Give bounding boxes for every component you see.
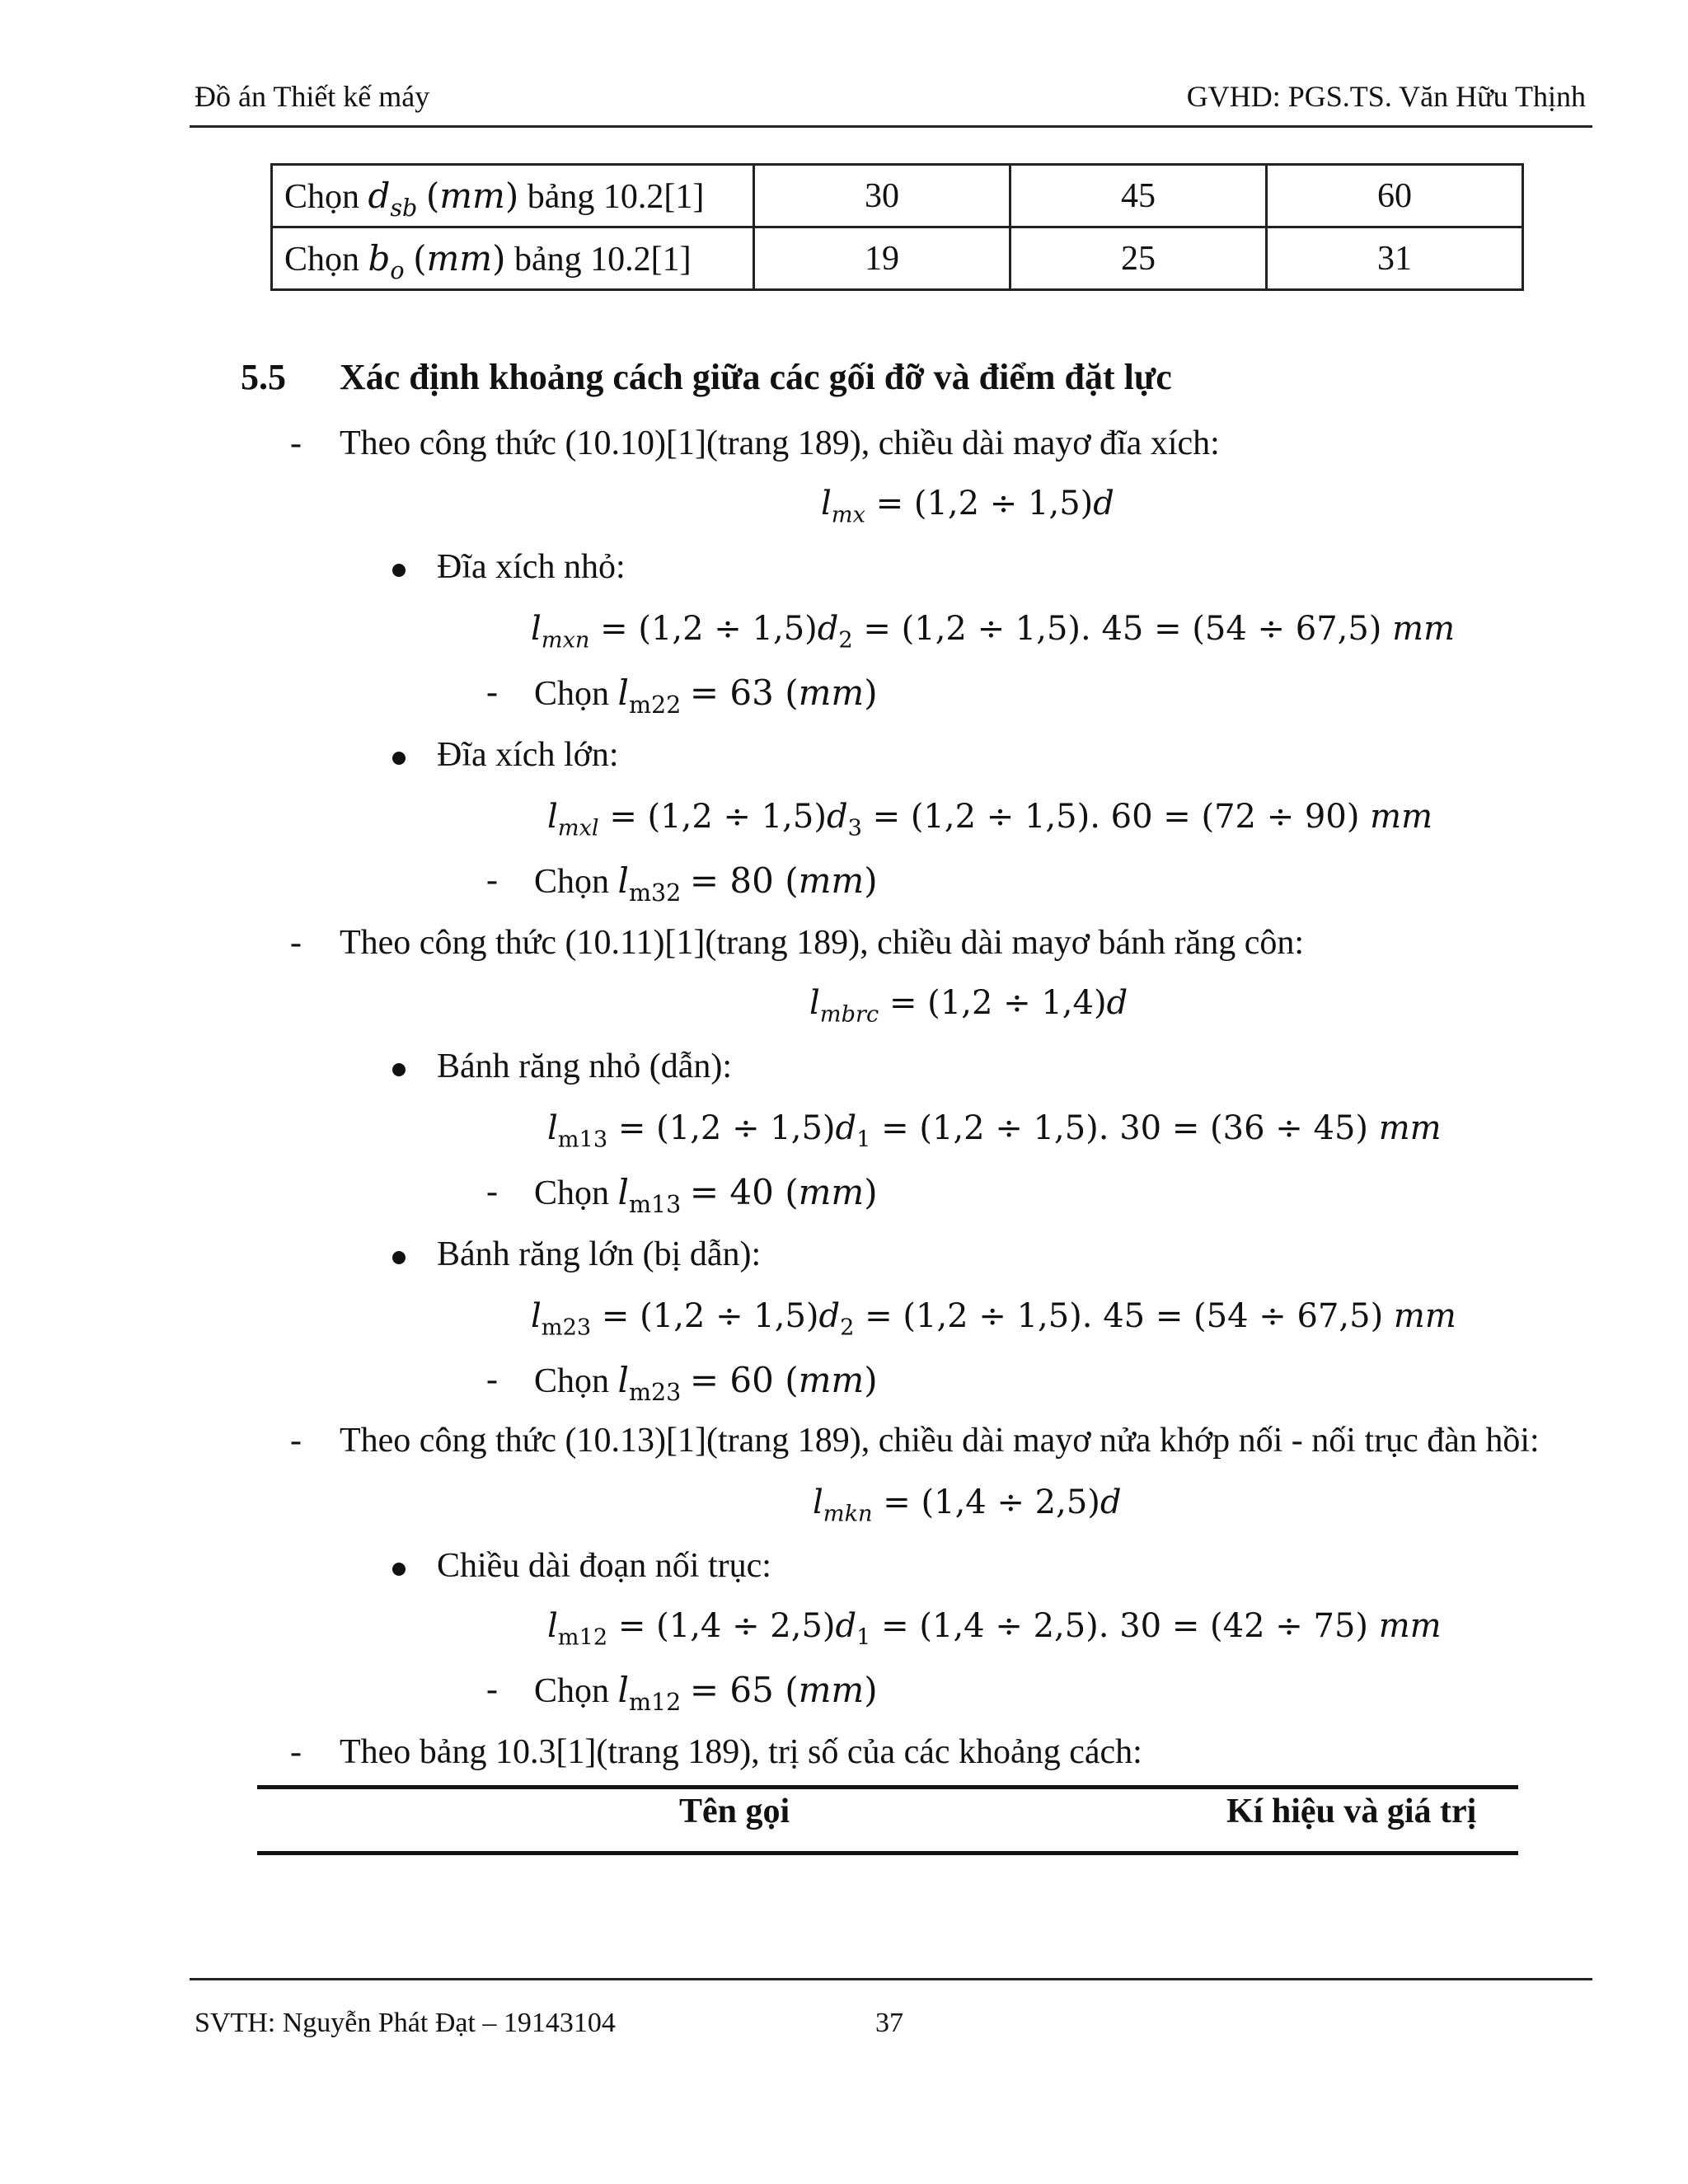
formula-1010-text: Theo công thức (10.10)[1](trang 189), chiều dài mayơ đĩa xích: xyxy=(340,424,1220,462)
table-top-rule xyxy=(257,1785,1518,1789)
dash-marker: - xyxy=(486,1671,498,1708)
coupling-length-label: Chiều dài đoạn nối trục: xyxy=(437,1547,771,1585)
bullet-icon xyxy=(392,1063,406,1076)
equation-lm13: $l_{m13} = (1,2 \div 1,5)d_1 = (1,2 \div 1,5)$. 30 = (36 ÷ 45) mm xyxy=(547,1109,1442,1153)
choose-lm23: Chọn $l_{m23} = 60$ (mm) xyxy=(534,1360,878,1406)
table-cell-label: Chọn $b_o$ (mm) bảng 10.2[1] xyxy=(272,227,754,290)
choose-lm22: Chọn $l_{m22} = 63$ (mm) xyxy=(534,673,878,719)
col-header-name: Tên gọi xyxy=(679,1793,790,1830)
table-cell: 30 xyxy=(754,165,1010,227)
table-header-rule xyxy=(257,1851,1518,1855)
bullet-icon xyxy=(392,1251,406,1264)
dash-marker: - xyxy=(486,673,498,711)
large-sprocket-label: Đĩa xích lớn: xyxy=(437,736,619,774)
bullet-icon xyxy=(392,564,406,577)
dash-marker: - xyxy=(486,1173,498,1211)
table-cell: 25 xyxy=(1010,227,1267,290)
formula-1013-text: Theo công thức (10.13)[1](trang 189), chiều dài mayơ nửa khớp nối - nối trục đàn hồi: xyxy=(340,1422,1540,1460)
table-row xyxy=(272,227,1523,290)
section-title: Xác định khoảng cách giữa các gối đỡ và điểm đặt lực xyxy=(340,357,1172,397)
large-gear-label: Bánh răng lớn (bị dẫn): xyxy=(437,1235,762,1273)
bullet-icon xyxy=(392,1563,406,1576)
dash-marker: - xyxy=(290,1733,302,1771)
dash-marker: - xyxy=(290,1422,302,1460)
header-right: GVHD: PGS.TS. Văn Hữu Thịnh xyxy=(1186,80,1586,113)
equation-lmx: $l_{mx} = (1,2 \div 1,5)d$ xyxy=(821,485,1114,528)
header-left: Đồ án Thiết kế máy xyxy=(195,80,430,113)
small-gear-label: Bánh răng nhỏ (dẫn): xyxy=(437,1047,733,1085)
footer-rule xyxy=(190,1978,1592,1980)
small-sprocket-label: Đĩa xích nhỏ: xyxy=(437,548,626,586)
choose-lm13: Chọn $l_{m13} = 40$ (mm) xyxy=(534,1172,878,1218)
col-header-symbol: Kí hiệu và giá trị xyxy=(1226,1793,1477,1830)
page-number: 37 xyxy=(875,2008,903,2038)
shaft-diameter-table xyxy=(270,163,1524,291)
table-cell-label: Chọn $d_{sb}$ (mm) bảng 10.2[1] xyxy=(272,165,754,227)
equation-lmxn: $l_{mxn} = (1,2 \div 1,5)d_2 = (1,2 \div 1,5)$. 45 = (54 ÷ 67,5) mm xyxy=(531,610,1455,654)
table-row xyxy=(272,165,1523,227)
table-103-text: Theo bảng 10.3[1](trang 189), trị số của các khoảng cách: xyxy=(340,1733,1142,1771)
equation-lm12: $l_{m12} = (1,4 \div 2,5)d_1 = (1,4 \div 2,5)$. 30 = (42 ÷ 75) mm xyxy=(547,1607,1442,1651)
dash-marker: - xyxy=(486,1361,498,1399)
bullet-icon xyxy=(392,752,406,765)
header-rule xyxy=(190,125,1592,128)
table-cell: 31 xyxy=(1267,227,1523,290)
table-cell: 45 xyxy=(1010,165,1267,227)
footer-student: SVTH: Nguyễn Phát Đạt – 19143104 xyxy=(195,2008,616,2038)
choose-lm32: Chọn $l_{m32} = 80$ (mm) xyxy=(534,860,878,907)
choose-lm12: Chọn $l_{m12} = 65$ (mm) xyxy=(534,1670,878,1716)
equation-lmkn: $l_{mkn} = (1,4 \div 2,5)d$ xyxy=(813,1483,1122,1527)
equation-lmxl: $l_{mxl} = (1,2 \div 1,5)d_3 = (1,2 \div 1,5)$. 60 = (72 ÷ 90) mm xyxy=(547,798,1433,841)
dash-marker: - xyxy=(486,861,498,899)
table-cell: 60 xyxy=(1267,165,1523,227)
section-number: 5.5 xyxy=(241,357,286,397)
dash-marker: - xyxy=(290,424,302,462)
dash-marker: - xyxy=(290,924,302,962)
formula-1011-text: Theo công thức (10.11)[1](trang 189), chiều dài mayơ bánh răng côn: xyxy=(340,924,1305,962)
equation-lm23: $l_{m23} = (1,2 \div 1,5)d_2 = (1,2 \div 1,5)$. 45 = (54 ÷ 67,5) mm xyxy=(531,1297,1456,1341)
equation-lmbrc: $l_{mbrc} = (1,2 \div 1,4)d$ xyxy=(809,984,1128,1028)
table-cell: 19 xyxy=(754,227,1010,290)
